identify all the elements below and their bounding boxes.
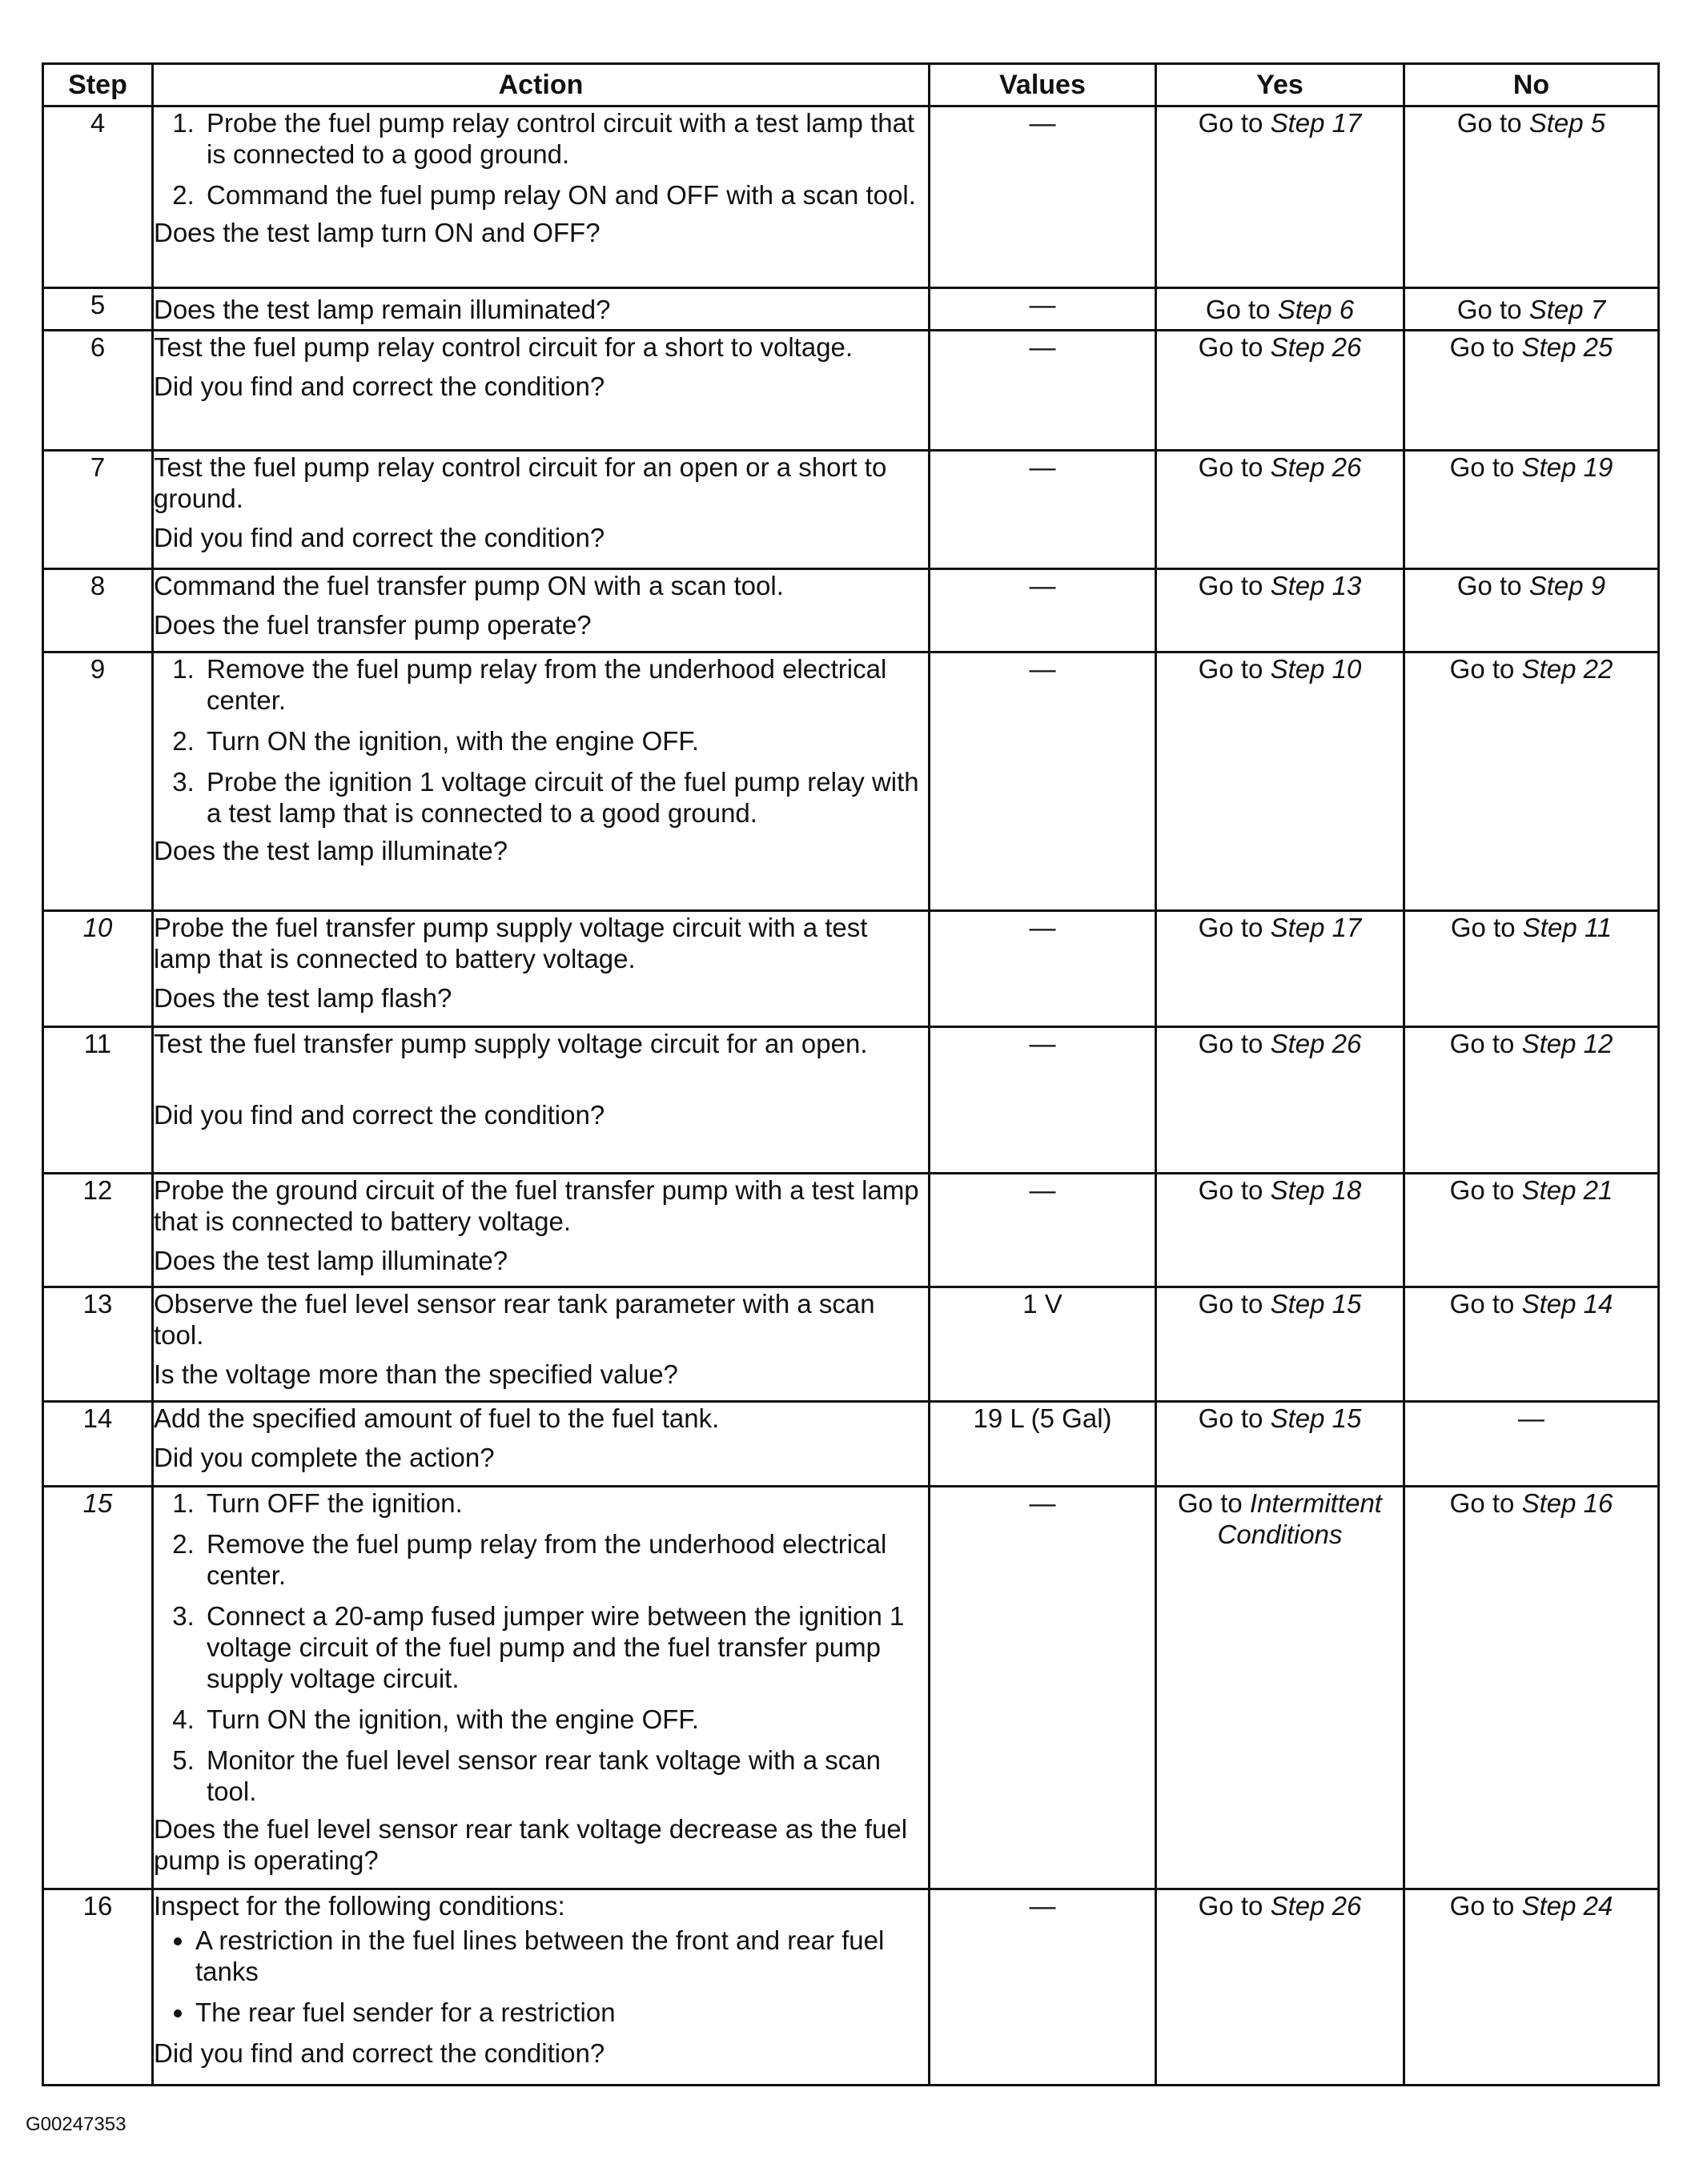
step-number: 7 [43, 451, 153, 569]
action-question: Does the test lamp illuminate? [154, 836, 508, 865]
values-cell: — [930, 106, 1156, 288]
action-cell [153, 569, 930, 652]
no-result: Go to Step 24 [1449, 1891, 1613, 1921]
action-intro: Inspect for the following conditions: [154, 1891, 565, 1921]
no-cell: — [1404, 1402, 1659, 1487]
yes-cell [1156, 288, 1404, 331]
no-result: Go to Step 22 [1449, 654, 1613, 684]
yes-cell [1156, 1402, 1404, 1487]
table-row [43, 569, 1659, 652]
no-result: Go to Step 5 [1456, 108, 1606, 138]
table-row [43, 1287, 1659, 1402]
values-cell: — [930, 1174, 1156, 1287]
no-result: Go to Step 11 [1450, 913, 1613, 942]
action-cell [153, 1487, 930, 1889]
action-question: Did you find and correct the condition? [154, 523, 605, 552]
table-row [43, 451, 1659, 569]
action-step: 2. Command the fuel pump relay ON and OFF with a scan tool. [202, 179, 928, 211]
action-steps [154, 107, 928, 211]
action-cell [153, 1889, 930, 2086]
action-intro: Test the fuel pump relay control circuit for a short to voltage. [154, 332, 854, 362]
action-cell [153, 451, 930, 569]
action-step: 1. Probe the fuel pump relay control circuit with a test lamp that is connected to a good ground. [202, 107, 928, 170]
no-cell [1404, 911, 1659, 1027]
header-values: Values [930, 64, 1156, 106]
table-row [43, 1027, 1659, 1174]
action-question: Does the test lamp flash? [154, 983, 452, 1013]
no-result: Go to Step 19 [1449, 452, 1613, 482]
no-cell [1404, 451, 1659, 569]
no-result: Go to Step 7 [1456, 294, 1606, 324]
action-step: 5. Monitor the fuel level sensor rear tank voltage with a scan tool. [202, 1744, 928, 1807]
table-row [43, 106, 1659, 288]
step-number: 13 [43, 1287, 153, 1402]
yes-cell [1156, 1174, 1404, 1287]
table-row [43, 1402, 1659, 1487]
values-cell: — [930, 1027, 1156, 1174]
no-cell [1404, 1174, 1659, 1287]
step-number: 14 [43, 1402, 153, 1487]
table-row [43, 1174, 1659, 1287]
no-cell [1404, 288, 1659, 331]
action-cell [153, 1027, 930, 1174]
yes-cell [1156, 911, 1404, 1027]
header-step: Step [43, 64, 153, 106]
header-no: No [1404, 64, 1659, 106]
action-cell [153, 288, 930, 331]
action-cell [153, 331, 930, 451]
yes-result: Go to Step 15 [1198, 1403, 1362, 1433]
action-cell [153, 106, 930, 288]
values-cell: 1 V [930, 1287, 1156, 1402]
action-steps [154, 653, 928, 829]
figure-id: G00247353 [26, 2114, 127, 2135]
action-step: 2. Remove the fuel pump relay from the underhood electrical center. [202, 1528, 928, 1591]
action-intro: Probe the fuel transfer pump supply voltage circuit with a test lamp that is connected to battery voltage. [154, 913, 868, 974]
yes-result: Go to Intermittent Conditions [1178, 1488, 1382, 1549]
action-step: 2. Turn ON the ignition, with the engine OFF. [202, 725, 928, 757]
values-cell: — [930, 451, 1156, 569]
action-intro: Command the fuel transfer pump ON with a scan tool. [154, 571, 784, 600]
step-number: 4 [43, 106, 153, 288]
action-question: Did you find and correct the condition? [154, 1100, 605, 1130]
values-cell: — [930, 1487, 1156, 1889]
yes-result: Go to Step 26 [1198, 1891, 1362, 1921]
yes-result: Go to Step 26 [1198, 452, 1362, 482]
values-cell: — [930, 288, 1156, 331]
yes-cell [1156, 1027, 1404, 1174]
action-step: 1. Turn OFF the ignition. [202, 1487, 928, 1519]
yes-result: Go to Step 26 [1198, 332, 1362, 362]
yes-cell [1156, 652, 1404, 911]
step-number: 16 [43, 1889, 153, 2086]
action-step: 3. Probe the ignition 1 voltage circuit of the fuel pump relay with a test lamp that is connected to a good ground. [202, 766, 928, 829]
no-cell [1404, 1889, 1659, 2086]
action-bullet: • The rear fuel sender for a restriction [195, 1997, 928, 2028]
action-question: Did you find and correct the condition? [154, 371, 605, 401]
action-question: Is the voltage more than the specified value? [154, 1359, 678, 1389]
values-cell: — [930, 1889, 1156, 2086]
step-number: 10 [43, 911, 153, 1027]
header-row [43, 64, 1659, 106]
action-cell [153, 911, 930, 1027]
values-cell: — [930, 911, 1156, 1027]
yes-result: Go to Step 15 [1198, 1289, 1362, 1319]
no-cell [1404, 106, 1659, 288]
action-intro: Test the fuel pump relay control circuit for an open or a short to ground. [154, 452, 887, 513]
no-cell [1404, 331, 1659, 451]
action-cell [153, 652, 930, 911]
values-cell: — [930, 652, 1156, 911]
no-cell [1404, 1487, 1659, 1889]
action-intro: Add the specified amount of fuel to the fuel tank. [154, 1403, 720, 1433]
yes-cell [1156, 451, 1404, 569]
action-question: Did you complete the action? [154, 1443, 495, 1472]
yes-cell [1156, 331, 1404, 451]
step-number: 9 [43, 652, 153, 911]
action-step: 3. Connect a 20-amp fused jumper wire between the ignition 1 voltage circuit of the fuel pump and the fuel transfer pump supply voltage circuit. [202, 1600, 928, 1694]
no-cell [1404, 569, 1659, 652]
yes-cell [1156, 1487, 1404, 1889]
step-number: 15 [43, 1487, 153, 1889]
action-steps [154, 1487, 928, 1807]
action-cell [153, 1402, 930, 1487]
no-result: Go to Step 14 [1449, 1289, 1613, 1319]
step-number: 11 [43, 1027, 153, 1174]
no-result: Go to Step 21 [1449, 1175, 1613, 1205]
yes-result: Go to Step 18 [1198, 1175, 1362, 1205]
action-intro: Observe the fuel level sensor rear tank parameter with a scan tool. [154, 1289, 875, 1350]
table-row [43, 1889, 1659, 2086]
step-number: 6 [43, 331, 153, 451]
step-number: 8 [43, 569, 153, 652]
table-row [43, 911, 1659, 1027]
action-question: Does the test lamp remain illuminated? [154, 294, 611, 324]
no-result: Go to Step 25 [1449, 332, 1613, 362]
values-cell: — [930, 569, 1156, 652]
action-question: Did you find and correct the condition? [154, 2038, 605, 2068]
no-result: Go to Step 9 [1456, 571, 1606, 600]
action-question: Does the fuel transfer pump operate? [154, 610, 592, 640]
yes-result: Go to Step 17 [1198, 108, 1362, 138]
header-yes: Yes [1156, 64, 1404, 106]
action-intro: Probe the ground circuit of the fuel transfer pump with a test lamp that is connected to battery voltage. [154, 1175, 919, 1236]
table-row [43, 652, 1659, 911]
yes-cell [1156, 1889, 1404, 2086]
action-step: 4. Turn ON the ignition, with the engine OFF. [202, 1704, 928, 1735]
no-cell [1404, 652, 1659, 911]
action-intro: Test the fuel transfer pump supply voltage circuit for an open. [154, 1029, 868, 1058]
action-bullets [154, 1925, 928, 2028]
table-row [43, 1487, 1659, 1889]
yes-result: Go to Step 26 [1198, 1029, 1362, 1058]
action-bullet: • A restriction in the fuel lines between the front and rear fuel tanks [195, 1925, 928, 1987]
no-cell [1404, 1287, 1659, 1402]
step-number: 5 [43, 288, 153, 331]
no-result: Go to Step 12 [1449, 1029, 1613, 1058]
action-cell [153, 1287, 930, 1402]
yes-cell [1156, 1287, 1404, 1402]
step-number: 12 [43, 1174, 153, 1287]
no-cell [1404, 1027, 1659, 1174]
yes-result: Go to Step 17 [1198, 913, 1362, 942]
diagnostic-table [42, 62, 1660, 2086]
table-row [43, 288, 1659, 331]
yes-result: Go to Step 6 [1205, 294, 1355, 324]
action-cell [153, 1174, 930, 1287]
action-question: Does the fuel level sensor rear tank voltage decrease as the fuel pump is operating? [154, 1814, 908, 1875]
yes-result: Go to Step 10 [1198, 654, 1362, 684]
yes-result: Go to Step 13 [1198, 571, 1362, 600]
action-question: Does the test lamp illuminate? [154, 1246, 508, 1275]
values-cell: — [930, 331, 1156, 451]
values-cell: 19 L (5 Gal) [930, 1402, 1156, 1487]
table-row [43, 331, 1659, 451]
action-step: 1. Remove the fuel pump relay from the underhood electrical center. [202, 653, 928, 716]
no-result: Go to Step 16 [1449, 1488, 1613, 1518]
yes-cell [1156, 106, 1404, 288]
yes-cell [1156, 569, 1404, 652]
action-question: Does the test lamp turn ON and OFF? [154, 218, 600, 247]
header-action: Action [153, 64, 930, 106]
